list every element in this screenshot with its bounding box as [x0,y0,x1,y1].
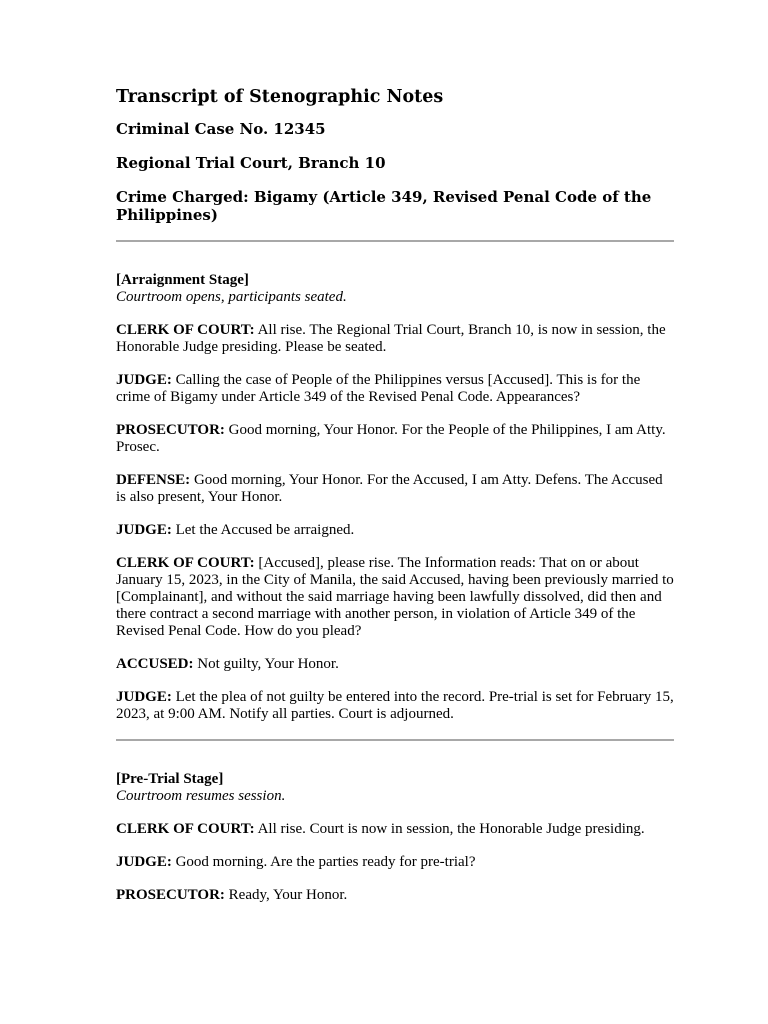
transcript-entry [116,422,674,456]
speaker-name: CLERK OF COURT: [116,555,255,571]
entry-text: Calling the case of People of the Philippines versus [Accused]. This is for the crime of Bigamy under Article 349 of the Revised Penal Code. Appearances? [116,372,641,405]
arraignment-section [116,272,674,723]
entry-text: All rise. The Regional Trial Court, Branch 10, is now in session, the Honorable Judge presiding. Please be seated. [116,322,666,355]
speaker-name: PROSECUTOR: [116,422,225,438]
entry-text: Good morning, Your Honor. For the People of the Philippines, I am Atty. Prosec. [116,422,666,455]
speaker-name: CLERK OF COURT: [116,821,255,837]
divider [116,739,674,741]
entry-text: Not guilty, Your Honor. [197,656,339,672]
transcript-entry [116,322,674,356]
speaker-name: DEFENSE: [116,472,191,488]
speaker-name: JUDGE: [116,372,172,388]
transcript-page [116,86,674,904]
entry-text: Ready, Your Honor. [228,887,348,903]
speaker-name: JUDGE: [116,854,172,870]
transcript-entry [116,372,674,406]
transcript-entry [116,522,674,539]
speaker-name: JUDGE: [116,522,172,538]
entry-text: Good morning. Are the parties ready for pre-trial? [175,854,476,870]
stage-label: [Pre-Trial Stage] [116,771,224,787]
transcript-entry [116,854,674,871]
speaker-name: ACCUSED: [116,656,194,672]
speaker-name: JUDGE: [116,689,172,705]
transcript-entry [116,555,674,640]
stage-note: Courtroom opens, participants seated. [116,289,347,305]
case-number: Criminal Case No. 12345 [116,120,326,138]
crime-charged: Crime Charged: Bigamy (Article 349, Revised Penal Code of the Philippines) [116,188,652,224]
transcript-entry [116,472,674,506]
entry-text: Let the Accused be arraigned. [175,522,355,538]
entry-text: Good morning, Your Honor. For the Accused, I am Atty. Defens. The Accused is also present, Your Honor. [116,472,663,505]
entry-text: Let the plea of not guilty be entered into the record. Pre-trial is set for February 15, 2023, at 9:00 AM. Notify all parties. Court is adjourned. [116,689,674,722]
entry-text: All rise. Court is now in session, the Honorable Judge presiding. [257,821,645,837]
transcript-entry [116,656,674,673]
speaker-name: PROSECUTOR: [116,887,225,903]
section-header [116,272,674,306]
document-title: Transcript of Stenographic Notes [116,87,444,107]
transcript-entry [116,821,674,838]
entry-text: [Accused], please rise. The Information reads: That on or about January 15, 2023, in the City of Manila, the said Accused, having been previously married to [Complainant], and without the said marriage having been lawfully dissolved, did then and there contract a second marriage with another person, in violation of Article 349 of the Revised Penal Code. How do you plead? [116,555,674,639]
transcript-entry [116,689,674,723]
pretrial-section [116,771,674,904]
court-name: Regional Trial Court, Branch 10 [116,154,386,172]
transcript-entry [116,887,674,904]
stage-label: [Arraignment Stage] [116,272,249,288]
speaker-name: CLERK OF COURT: [116,322,255,338]
stage-note: Courtroom resumes session. [116,788,286,804]
section-header [116,771,674,805]
divider [116,240,674,242]
